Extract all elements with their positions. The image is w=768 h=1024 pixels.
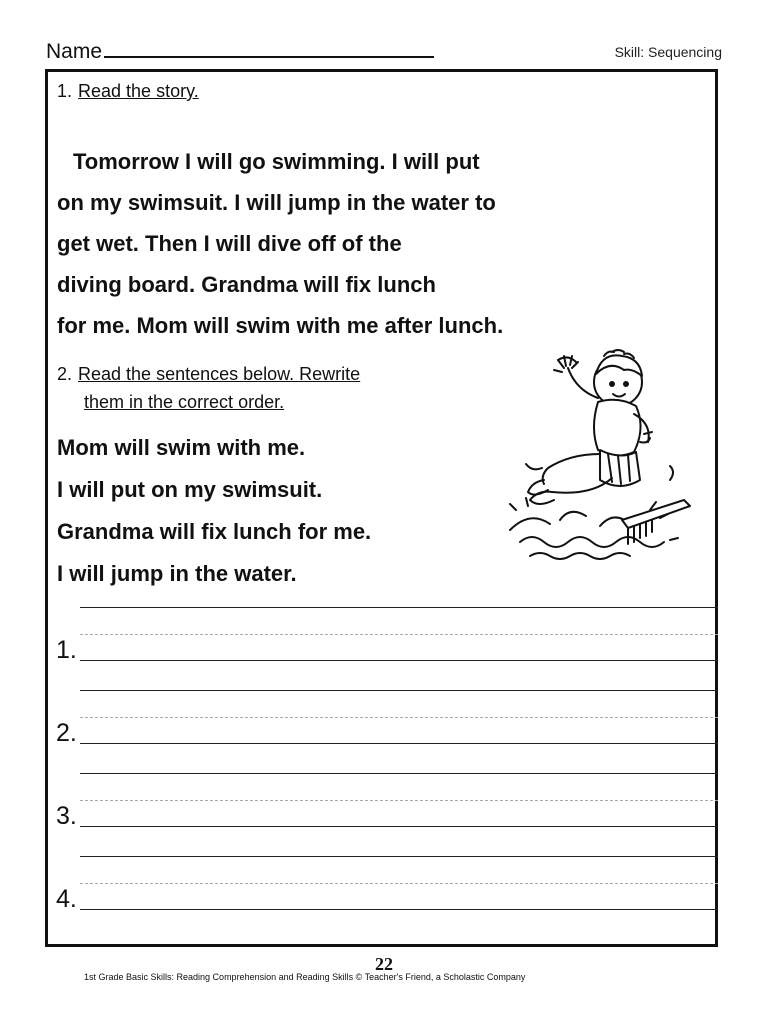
name-field[interactable] (46, 40, 434, 64)
instruction-1-text: Read the story. (78, 81, 199, 101)
footer-credit: 1st Grade Basic Skills: Reading Comprehension and Reading Skills © Teacher's Friend, a Scholastic Company (84, 972, 526, 982)
story-line: get wet. Then I will dive off of the (57, 231, 402, 256)
answer-line-3[interactable] (80, 826, 718, 827)
page-number: 22 (375, 954, 393, 974)
writing-line-top (80, 607, 718, 608)
sentence-item: Mom will swim with me. (57, 435, 306, 460)
instruction-2-number: 2. (57, 364, 73, 384)
swimming-child-illustration (500, 330, 695, 570)
writing-line-top (80, 773, 718, 774)
writing-line-top (80, 690, 718, 691)
story-line: on my swimsuit. I will jump in the water to (57, 190, 496, 215)
skill-label: Skill: Sequencing (614, 44, 722, 60)
instruction-2 (57, 360, 360, 416)
story-text (57, 141, 597, 346)
answer-number-4: 4. (56, 885, 77, 913)
instruction-2-text-line2: them in the correct order. (84, 392, 285, 412)
answer-line-4[interactable] (80, 909, 718, 910)
story-line: for me. Mom will swim with me after lunch. (57, 313, 504, 338)
sentence-item: I will jump in the water. (57, 561, 297, 586)
answer-line-1[interactable] (80, 660, 718, 661)
story-line: diving board. Grandma will fix lunch (57, 272, 436, 297)
story-line: Tomorrow I will go swimming. I will put (73, 149, 480, 174)
writing-line-mid (80, 634, 718, 635)
answer-number-2: 2. (56, 719, 77, 747)
sentence-item: I will put on my swimsuit. (57, 477, 323, 502)
instruction-2-text-line1: Read the sentences below. Rewrite (78, 364, 361, 384)
sentence-list (57, 427, 371, 595)
answer-line-2[interactable] (80, 743, 718, 744)
instruction-1-number: 1. (57, 81, 73, 101)
instruction-1 (57, 81, 199, 102)
name-label: Name (46, 40, 103, 63)
answer-number-3: 3. (56, 802, 77, 830)
writing-line-mid (80, 800, 718, 801)
writing-line-mid (80, 717, 718, 718)
sentence-item: Grandma will fix lunch for me. (57, 519, 372, 544)
writing-line-mid (80, 883, 718, 884)
writing-line-top (80, 856, 718, 857)
name-blank-line[interactable] (104, 40, 434, 58)
answer-number-1: 1. (56, 636, 77, 664)
